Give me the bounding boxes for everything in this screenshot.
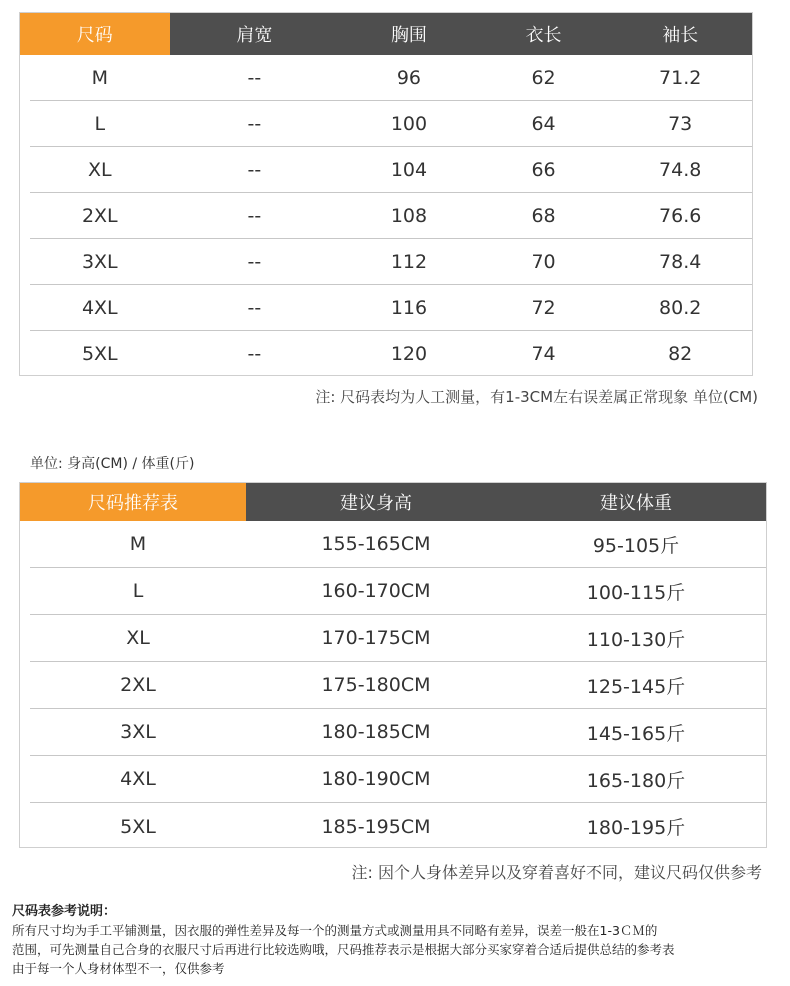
table-row [30, 521, 766, 568]
cell-size: L [132, 580, 144, 602]
table-row [30, 756, 766, 803]
explanation-line: 所有尺寸均为手工平铺测量，因衣服的弹性差异及每一个的测量方式或测量用具不同略有差异，误差一般在1-3ＣＭ的 [12, 923, 658, 938]
table-row [30, 55, 752, 101]
cell-length: 66 [531, 158, 556, 181]
cell-sleeve: 76.6 [659, 204, 702, 227]
cell-shoulder: -- [247, 204, 262, 227]
cell-height: 160-170CM [321, 580, 431, 602]
cell-sleeve: 71.2 [659, 66, 702, 89]
table-row [30, 285, 752, 331]
cell-sleeve: 73 [668, 112, 693, 135]
table-row [30, 662, 766, 709]
cell-shoulder: -- [247, 66, 262, 89]
cell-shoulder: -- [247, 296, 262, 319]
size-chart-explanation [12, 902, 782, 978]
header-weight: 建议体重 [600, 493, 672, 514]
unit-label: 单位: 身高(CM) / 体重(斤) [30, 456, 195, 472]
cell-size: 2XL [120, 674, 156, 696]
cell-weight: 180-195斤 [586, 817, 686, 839]
cell-shoulder: -- [247, 112, 262, 135]
cell-height: 185-195CM [321, 815, 431, 838]
explanation-title: 尺码表参考说明： [12, 904, 117, 919]
cell-shoulder: -- [247, 158, 262, 181]
header-height: 建议身高 [340, 493, 412, 514]
cell-shoulder: -- [247, 343, 262, 365]
cell-height: 155-165CM [321, 533, 431, 555]
cell-length: 72 [531, 296, 556, 319]
explanation-line: 范围，可先测量自己合身的衣服尺寸后再进行比较选购哦，尺码推荐表示是根据大部分买家穿着合适后提供总结的参考表 [12, 942, 675, 957]
cell-size: 3XL [120, 721, 156, 743]
cell-weight: 95-105斤 [592, 534, 680, 557]
table-header [20, 13, 752, 55]
cell-size: 2XL [81, 204, 118, 227]
cell-height: 180-190CM [321, 768, 431, 790]
cell-length: 74 [531, 343, 556, 365]
header-chest: 胸围 [390, 25, 427, 46]
cell-length: 70 [531, 250, 556, 273]
cell-chest: 108 [390, 204, 428, 227]
cell-weight: 145-165斤 [586, 722, 686, 745]
cell-weight: 125-145斤 [586, 675, 686, 698]
header-size: 尺码 [20, 13, 170, 55]
cell-size: 5XL [120, 815, 156, 838]
table-row [30, 568, 766, 615]
cell-chest: 100 [390, 112, 428, 135]
header-sleeve: 袖长 [662, 25, 699, 46]
cell-sleeve: 80.2 [659, 296, 702, 319]
table-row [30, 147, 752, 193]
cell-length: 64 [531, 112, 556, 135]
table-row [30, 803, 766, 850]
measurement-note: 注: 尺码表均为人工测量，有1-3CM左右误差属正常现象 单位(CM) [315, 388, 758, 406]
table-row [30, 709, 766, 756]
cell-weight: 165-180斤 [586, 769, 686, 792]
cell-size: M [129, 533, 147, 555]
table-row [30, 615, 766, 662]
explanation-line: 由于每一个人身材体型不一，仅供参考 [12, 961, 225, 976]
cell-size: 3XL [81, 250, 118, 273]
cell-size: 5XL [81, 343, 118, 365]
cell-weight: 110-130斤 [586, 628, 686, 651]
cell-size: XL [88, 158, 112, 181]
cell-sleeve: 82 [668, 343, 693, 365]
table-row [30, 101, 752, 147]
cell-chest: 112 [390, 250, 428, 273]
cell-chest: 120 [390, 343, 428, 365]
recommendation-note: 注: 因个人身体差异以及穿着喜好不同，建议尺码仅供参考 [351, 863, 762, 882]
cell-size: L [94, 112, 106, 135]
table-row [30, 239, 752, 285]
cell-chest: 104 [390, 158, 428, 181]
cell-size: M [91, 66, 108, 89]
cell-size: XL [126, 627, 150, 649]
cell-size: 4XL [81, 296, 118, 319]
cell-chest: 96 [396, 66, 422, 89]
cell-length: 68 [531, 204, 556, 227]
cell-shoulder: -- [247, 250, 262, 273]
size-measurement-table [19, 12, 753, 376]
size-recommendation-table [19, 482, 767, 848]
cell-height: 170-175CM [321, 627, 431, 649]
cell-weight: 100-115斤 [586, 581, 686, 604]
header-length: 衣长 [525, 25, 562, 46]
cell-size: 4XL [120, 768, 156, 790]
table-row [30, 193, 752, 239]
header-shoulder: 肩宽 [236, 25, 273, 46]
cell-length: 62 [531, 66, 556, 89]
cell-sleeve: 78.4 [659, 250, 702, 273]
table-row [30, 331, 752, 377]
cell-chest: 116 [390, 296, 428, 319]
cell-height: 180-185CM [321, 721, 431, 743]
table-header [20, 483, 766, 521]
cell-height: 175-180CM [321, 674, 431, 696]
cell-sleeve: 74.8 [659, 158, 702, 181]
header-size-recommendation: 尺码推荐表 [20, 483, 246, 521]
